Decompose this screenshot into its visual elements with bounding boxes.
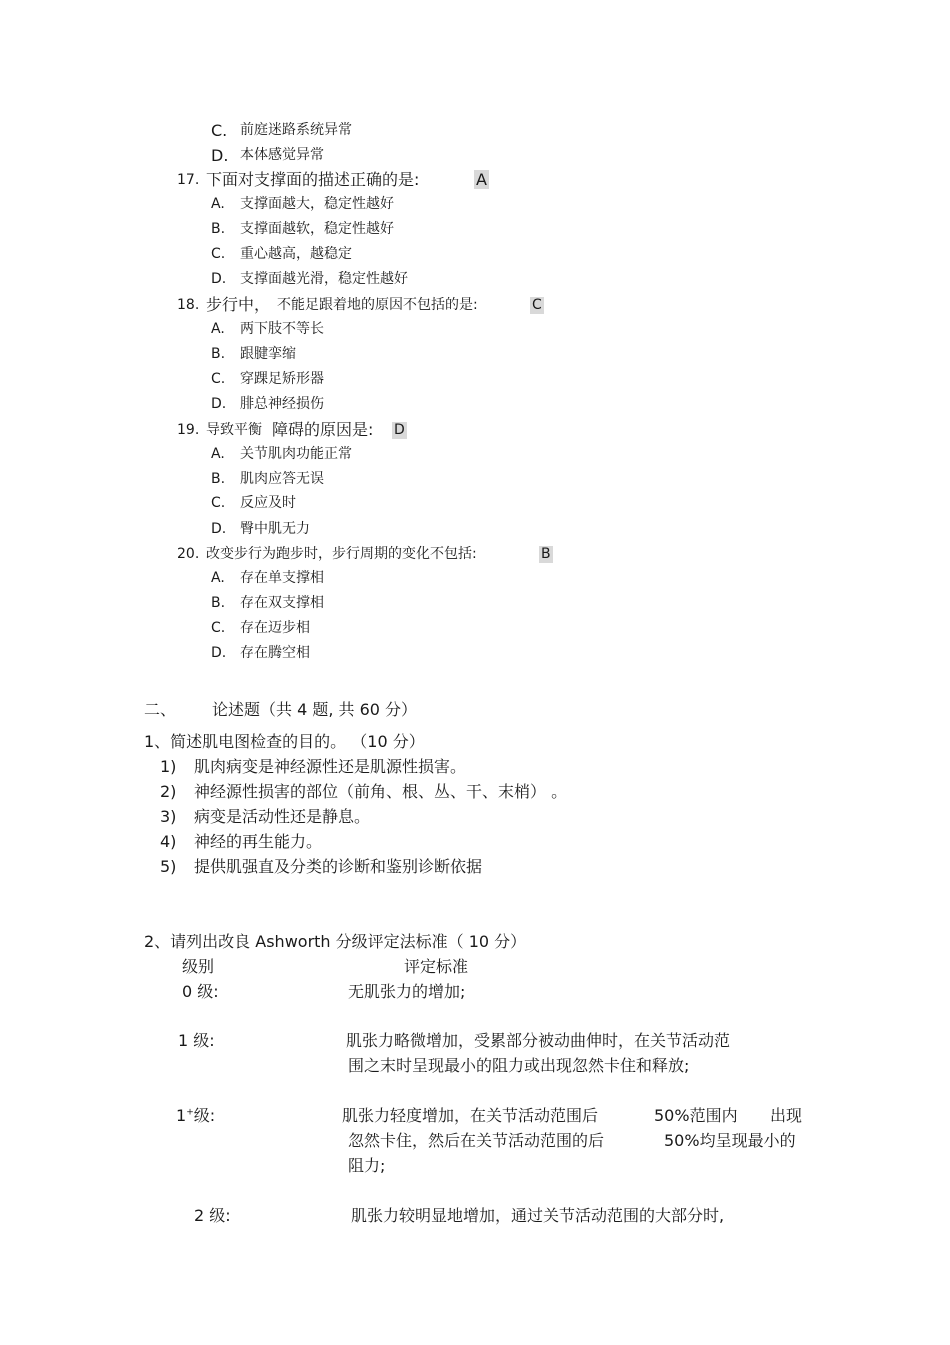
q20-number: 20. [177, 546, 200, 562]
q16-option-d-letter: D. [211, 146, 229, 165]
grade-level: 2 级: [194, 1206, 231, 1225]
grade-level: 1 级: [178, 1031, 215, 1050]
q17-answer: A [476, 170, 487, 189]
q18-number: 18. [177, 297, 200, 313]
q19-answer: D [394, 422, 405, 438]
grade-level-plus: + [186, 1107, 194, 1118]
grade-criteria-line: 忽然卡住，然后在关节活动范围的后 [348, 1131, 605, 1150]
grade-criteria-line: 出现 [770, 1106, 803, 1125]
q17-option-a-text: 支撑面越大，稳定性越好 [240, 196, 394, 212]
q20-option-d-letter: D. [211, 645, 227, 661]
grade-criteria-line: 50%均呈现最小的 [664, 1131, 796, 1150]
q19-stem-part2: 障碍的原因是: [272, 420, 374, 439]
q18-option-b-letter: B. [211, 346, 226, 362]
essay1-item-text: 神经的再生能力。 [194, 832, 323, 851]
grade-criteria-line: 50%范围内 [654, 1106, 738, 1125]
grade-criteria-line: 肌张力略微增加，受累部分被动曲伸时，在关节活动范 [346, 1031, 731, 1050]
q18-option-c-letter: C. [211, 371, 226, 387]
essay1-item-text: 病变是活动性还是静息。 [194, 807, 371, 826]
q16-option-c-letter: C. [211, 121, 228, 140]
table-header-level: 级别 [182, 957, 215, 976]
q16-option-d-text: 本体感觉异常 [240, 147, 324, 163]
grade-criteria-line: 无肌张力的增加; [348, 982, 466, 1001]
essay1-item-num: 5) [160, 857, 177, 876]
q20-stem: 改变步行为跑步时，步行周期的变化不包括: [206, 546, 477, 562]
q17-option-c-letter: C. [211, 246, 226, 262]
q20-option-d-text: 存在腾空相 [240, 645, 310, 661]
q20-option-b-text: 存在双支撑相 [240, 595, 324, 611]
q17-option-a-letter: A. [211, 196, 225, 212]
essay1-item-text: 神经源性损害的部位（前角、根、丛、干、末梢） 。 [194, 782, 568, 801]
q20-option-a-letter: A. [211, 570, 225, 586]
table-header-criteria: 评定标准 [404, 957, 469, 976]
q20-option-c-letter: C. [211, 620, 226, 636]
q18-stem-part1: 步行中， [206, 295, 271, 314]
grade-criteria-line: 肌张力轻度增加，在关节活动范围后 [342, 1106, 599, 1125]
q19-stem-part1: 导致平衡 [206, 422, 262, 438]
q19-option-d-text: 臀中肌无力 [240, 521, 310, 537]
q19-option-d-letter: D. [211, 521, 227, 537]
q20-option-a-text: 存在单支撑相 [240, 570, 324, 586]
grade-level: 0 级: [182, 982, 219, 1001]
q17-option-b-letter: B. [211, 221, 226, 237]
q18-option-c-text: 穿踝足矫形器 [240, 371, 324, 387]
essay1-item-num: 3) [160, 807, 177, 826]
grade-criteria-line: 阻力; [348, 1156, 386, 1175]
q17-stem: 下面对支撑面的描述正确的是: [206, 170, 420, 189]
q18-option-d-text: 腓总神经损伤 [240, 396, 324, 412]
q19-option-c-text: 反应及时 [240, 495, 296, 511]
grade-level-suffix: 级: [193, 1106, 216, 1125]
q19-number: 19. [177, 422, 200, 438]
q16-option-c-text: 前庭迷路系统异常 [240, 122, 352, 138]
q19-option-b-letter: B. [211, 471, 226, 487]
essay1-item-num: 1) [160, 757, 177, 776]
section-title: 论述题（共 4 题, 共 60 分） [212, 700, 418, 719]
q18-stem-part2: 不能足跟着地的原因不包括的是: [277, 297, 478, 313]
q18-option-d-letter: D. [211, 396, 227, 412]
essay2-title: 2、请列出改良 Ashworth 分级评定法标准（ 10 分） [144, 932, 527, 951]
q18-option-a-text: 两下肢不等长 [240, 321, 324, 337]
q18-option-a-letter: A. [211, 321, 225, 337]
essay1-item-text: 肌肉病变是神经源性还是肌源性损害。 [194, 757, 467, 776]
q19-option-c-letter: C. [211, 495, 226, 511]
q18-answer: C [532, 297, 542, 313]
q19-option-b-text: 肌肉应答无误 [240, 471, 324, 487]
q19-option-a-letter: A. [211, 446, 225, 462]
q17-option-d-text: 支撑面越光滑，稳定性越好 [240, 271, 408, 287]
q17-option-d-letter: D. [211, 271, 227, 287]
q19-option-a-text: 关节肌肉功能正常 [240, 446, 352, 462]
essay1-item-text: 提供肌强直及分类的诊断和鉴别诊断依据 [194, 857, 483, 876]
grade-level-number: 1 [176, 1106, 187, 1125]
grade-criteria-line: 肌张力较明显地增加，通过关节活动范围的大部分时, [351, 1206, 725, 1225]
essay1-item-num: 4) [160, 832, 177, 851]
q17-option-c-text: 重心越高，越稳定 [240, 246, 352, 262]
q18-option-b-text: 跟腱挛缩 [240, 346, 296, 362]
essay1-title: 1、简述肌电图检查的目的。 （10 分） [144, 732, 425, 751]
grade-criteria-line: 围之末时呈现最小的阻力或出现忽然卡住和释放; [348, 1056, 690, 1075]
grade-level [176, 1106, 215, 1125]
q20-option-b-letter: B. [211, 595, 226, 611]
q20-answer: B [541, 546, 551, 562]
section-number: 二、 [144, 700, 177, 719]
q20-option-c-text: 存在迈步相 [240, 620, 310, 636]
q17-number: 17. [177, 172, 200, 188]
essay1-item-num: 2) [160, 782, 177, 801]
q17-option-b-text: 支撑面越软，稳定性越好 [240, 221, 394, 237]
